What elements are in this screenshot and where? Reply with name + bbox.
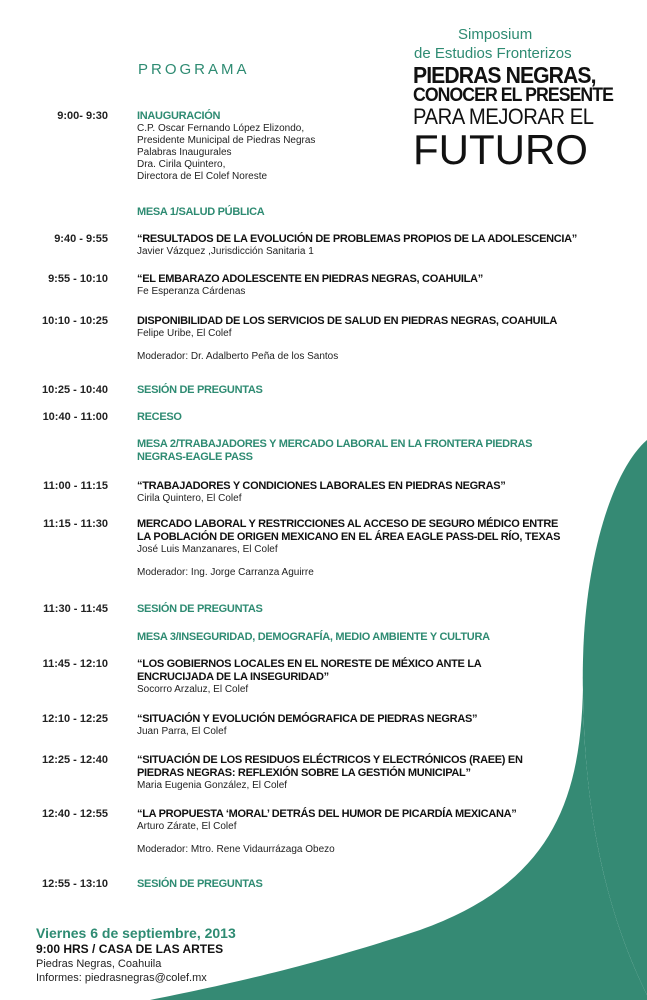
programa-heading: PROGRAMA: [138, 61, 250, 78]
schedule-title: MESA 3/INSEGURIDAD, DEMOGRAFÍA, MEDIO AMBIENTE Y CULTURA: [137, 631, 490, 643]
header-futuro: FUTURO: [413, 126, 588, 173]
schedule-time: 9:40 - 9:55: [54, 233, 108, 245]
schedule-title: “SITUACIÓN Y EVOLUCIÓN DEMÓGRAFICA DE PIEDRAS NEGRAS”: [137, 713, 478, 725]
schedule-time: 11:15 - 11:30: [43, 518, 108, 530]
schedule-detail: Javier Vázquez ,Jurisdicción Sanitaria 1: [137, 246, 314, 257]
schedule-title: “SITUACIÓN DE LOS RESIDUOS ELÉCTRICOS Y ELECTRÓNICOS (RAEE) EN: [137, 754, 523, 766]
schedule-time: 11:00 - 11:15: [43, 480, 108, 492]
schedule-time: 12:55 - 13:10: [41, 878, 108, 890]
schedule-title: DISPONIBILIDAD DE LOS SERVICIOS DE SALUD EN PIEDRAS NEGRAS, COAHUILA: [137, 315, 558, 327]
schedule-detail: Moderador: Ing. Jorge Carranza Aguirre: [137, 567, 314, 578]
schedule-detail: Arturo Zárate, El Colef: [137, 821, 237, 832]
schedule-time: 12:40 - 12:55: [41, 808, 108, 820]
schedule-title: “EL EMBARAZO ADOLESCENTE EN PIEDRAS NEGRAS, COAHUILA”: [137, 273, 483, 285]
schedule-detail: Dra. Cirila Quintero,: [137, 159, 226, 170]
schedule-time: 12:10 - 12:25: [41, 713, 108, 725]
schedule-detail: Cirila Quintero, El Colef: [137, 493, 242, 504]
schedule-title: SESIÓN DE PREGUNTAS: [137, 384, 263, 396]
schedule-title: MESA 2/TRABAJADORES Y MERCADO LABORAL EN LA FRONTERA PIEDRAS: [137, 438, 533, 450]
schedule-time: 11:30 - 11:45: [43, 603, 108, 615]
schedule-detail: Socorro Arzaluz, El Colef: [137, 684, 249, 695]
schedule-title-line2: ENCRUCIJADA DE LA INSEGURIDAD”: [137, 671, 329, 683]
schedule-time: 11:45 - 12:10: [42, 658, 108, 670]
schedule-title: MESA 1/SALUD PÚBLICA: [137, 206, 265, 218]
header-simposium: Simposium: [458, 26, 533, 43]
schedule-title: “RESULTADOS DE LA EVOLUCIÓN DE PROBLEMAS PROPIOS DE LA ADOLESCENCIA”: [137, 233, 578, 245]
schedule-detail: Presidente Municipal de Piedras Negras: [137, 135, 316, 146]
header-estudios: de Estudios Fronterizos: [414, 45, 572, 62]
schedule-title: INAUGURACIÓN: [137, 110, 221, 122]
schedule-title: RECESO: [137, 411, 182, 423]
schedule-title: SESIÓN DE PREGUNTAS: [137, 603, 263, 615]
schedule-title-line2: LA POBLACIÓN DE ORIGEN MEXICANO EN EL ÁREA EAGLE PASS-DEL RÍO, TEXAS: [137, 531, 561, 543]
footer-date: Viernes 6 de septiembre, 2013: [36, 925, 236, 941]
schedule-detail: Fe Esperanza Cárdenas: [137, 286, 246, 297]
schedule-detail: Palabras Inaugurales: [137, 147, 232, 158]
schedule-time: 9:55 - 10:10: [48, 273, 108, 285]
schedule-time: 10:25 - 10:40: [41, 384, 108, 396]
schedule-title: “LA PROPUESTA ‘MORAL’ DETRÁS DEL HUMOR DE PICARDÍA MEXICANA”: [137, 808, 517, 820]
footer-info: Informes: piedrasnegras@colef.mx: [36, 972, 207, 984]
schedule-time: 10:10 - 10:25: [41, 315, 108, 327]
header-piedras-negras: PIEDRAS NEGRAS,: [413, 62, 596, 88]
schedule-time: 10:40 - 11:00: [42, 411, 108, 423]
schedule-title: “LOS GOBIERNOS LOCALES EN EL NORESTE DE MÉXICO ANTE LA: [137, 658, 482, 670]
header-conocer: CONOCER EL PRESENTE: [413, 85, 613, 106]
footer-venue: 9:00 HRS / CASA DE LAS ARTES: [36, 942, 224, 956]
schedule-detail: Felipe Uribe, El Colef: [137, 328, 232, 339]
schedule-title: MERCADO LABORAL Y RESTRICCIONES AL ACCESO DE SEGURO MÉDICO ENTRE: [137, 518, 559, 530]
schedule-time: 12:25 - 12:40: [41, 754, 108, 766]
schedule-title: SESIÓN DE PREGUNTAS: [137, 878, 263, 890]
schedule-detail: Directora de El Colef Noreste: [137, 171, 268, 182]
schedule-detail: Maria Eugenia González, El Colef: [137, 780, 288, 791]
schedule-title-line2: PIEDRAS NEGRAS: REFLEXIÓN SOBRE LA GESTIÓN MUNICIPAL”: [137, 767, 471, 779]
schedule-time: 9:00- 9:30: [57, 110, 108, 122]
schedule-detail: Moderador: Mtro. Rene Vidaurrázaga Obezo: [137, 844, 335, 855]
schedule-title-line2: NEGRAS-EAGLE PASS: [137, 451, 253, 463]
schedule-title: “TRABAJADORES Y CONDICIONES LABORALES EN PIEDRAS NEGRAS”: [137, 480, 506, 492]
schedule-detail: C.P. Oscar Fernando López Elizondo,: [137, 123, 305, 134]
footer-city: Piedras Negras, Coahuila: [36, 958, 162, 970]
schedule-detail: Moderador: Dr. Adalberto Peña de los Santos: [137, 351, 339, 362]
schedule-detail: José Luis Manzanares, El Colef: [137, 544, 278, 555]
schedule-detail: Juan Parra, El Colef: [137, 726, 227, 737]
header-mejorar: PARA MEJORAR EL: [413, 104, 594, 129]
